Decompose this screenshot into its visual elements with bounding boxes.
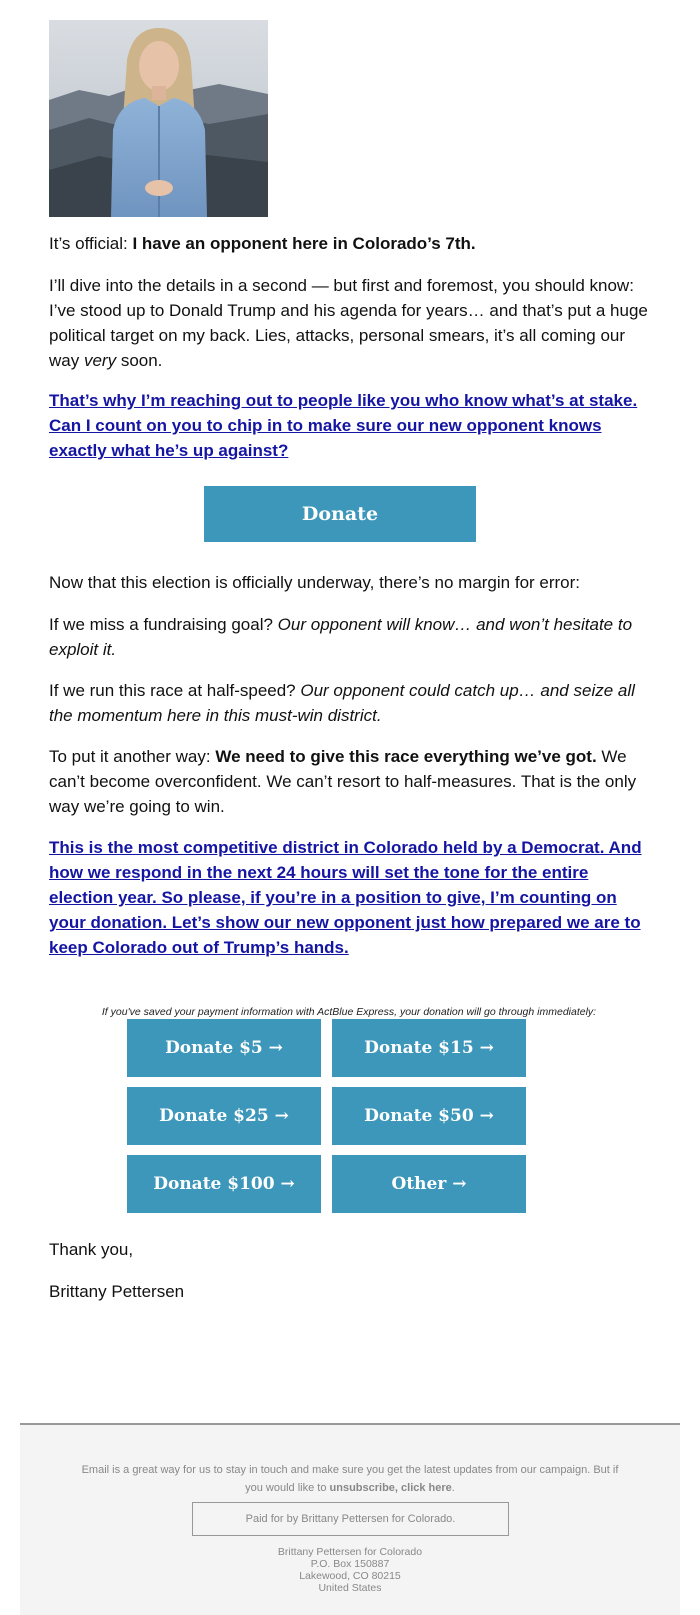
fine-print-text: Email is a great way for us to stay in touch and make sure you get the latest updates from our campaign. But if you would like to xyxy=(81,1464,619,1494)
donate-appeal-link-2[interactable]: This is the most competitive district in Colorado held by a Democrat. And how we respond in the next 24 hours will set the tone for the entire election year. So please, if you’re in a position to give, I’m counting on your donation. Let’s show our new opponent just how prepared we are to keep Colorado out of Trump’s hands. xyxy=(49,838,642,957)
p6-bold: We need to give this race everything we’ve got. xyxy=(215,747,597,766)
email-footer xyxy=(20,1423,680,1615)
address-line-4: United States xyxy=(318,1582,382,1594)
p5-lead: If we run this race at half-speed? xyxy=(49,681,301,700)
donate-other-button[interactable]: Other → xyxy=(332,1155,526,1213)
donate-50-button[interactable]: Donate $50 → xyxy=(332,1087,526,1145)
unsubscribe-link[interactable]: unsubscribe, click here xyxy=(329,1482,452,1494)
intro-p2-italic: very xyxy=(83,351,117,370)
p6-end: We can’t become overconfident. We can’t resort to half-measures. That is the only way we’re going to win. xyxy=(49,747,637,816)
donate-appeal-link-1[interactable]: That’s why I’m reaching out to people like you who know what’s at stake. Can I count on you to chip in to make sure our new opponent knows exactly what he’s up against? xyxy=(49,391,638,460)
intro-bold: I have an opponent here in Colorado’s 7th. xyxy=(132,234,476,253)
signature-name: Brittany Pettersen xyxy=(49,1282,185,1301)
intro-paragraph-2 xyxy=(49,273,649,373)
intro-paragraph-1 xyxy=(49,231,649,256)
p4-italic: Our opponent will know… and won’t hesitate to exploit it. xyxy=(49,615,633,659)
intro-p2-end: soon. xyxy=(116,351,163,370)
fine-print-end: . xyxy=(451,1482,455,1494)
donate-button[interactable]: Donate xyxy=(204,486,476,542)
middle-paragraph-6 xyxy=(49,744,649,819)
address-line-1: Brittany Pettersen for Colorado xyxy=(277,1546,423,1558)
p4-lead: If we miss a fundraising goal? xyxy=(49,615,278,634)
intro-link-paragraph xyxy=(49,388,649,463)
middle-paragraph-5 xyxy=(49,678,649,728)
address-line-3: Lakewood, CO 80215 xyxy=(299,1570,401,1582)
p5-italic: Our opponent could catch up… and seize all the momentum here in this must-win district. xyxy=(49,681,635,725)
actblue-express-note: If you've saved your payment information with ActBlue Express, your donation will go through immediately: xyxy=(101,1006,597,1018)
intro-lead: It’s official: xyxy=(49,234,133,253)
footer-fine-print xyxy=(75,1461,625,1497)
p6-lead: To put it another way: xyxy=(49,747,216,766)
thank-you-text: Thank you, xyxy=(49,1240,134,1259)
candidate-portrait-image xyxy=(49,20,268,217)
donate-15-button[interactable]: Donate $15 → xyxy=(332,1019,526,1077)
middle-link-paragraph xyxy=(49,835,649,960)
mailing-address xyxy=(20,1546,680,1594)
candidate-photo xyxy=(49,20,268,217)
address-line-2: P.O. Box 150887 xyxy=(310,1558,390,1570)
paid-for-disclaimer: Paid for by Brittany Pettersen for Colorado. xyxy=(192,1502,509,1536)
donate-100-button[interactable]: Donate $100 → xyxy=(127,1155,321,1213)
middle-paragraph-4 xyxy=(49,612,649,662)
donate-5-button[interactable]: Donate $5 → xyxy=(127,1019,321,1077)
intro-p2-text: I’ll dive into the details in a second — but first and foremost, you should know: I’ve stood up to Donald Trump and his agenda for years… and that’s put a huge political target on my back. Lies, attacks, personal smears, it’s all coming our way xyxy=(49,276,648,370)
middle-paragraph-3: Now that this election is officially underway, there’s no margin for error: xyxy=(49,573,581,592)
donate-25-button[interactable]: Donate $25 → xyxy=(127,1087,321,1145)
